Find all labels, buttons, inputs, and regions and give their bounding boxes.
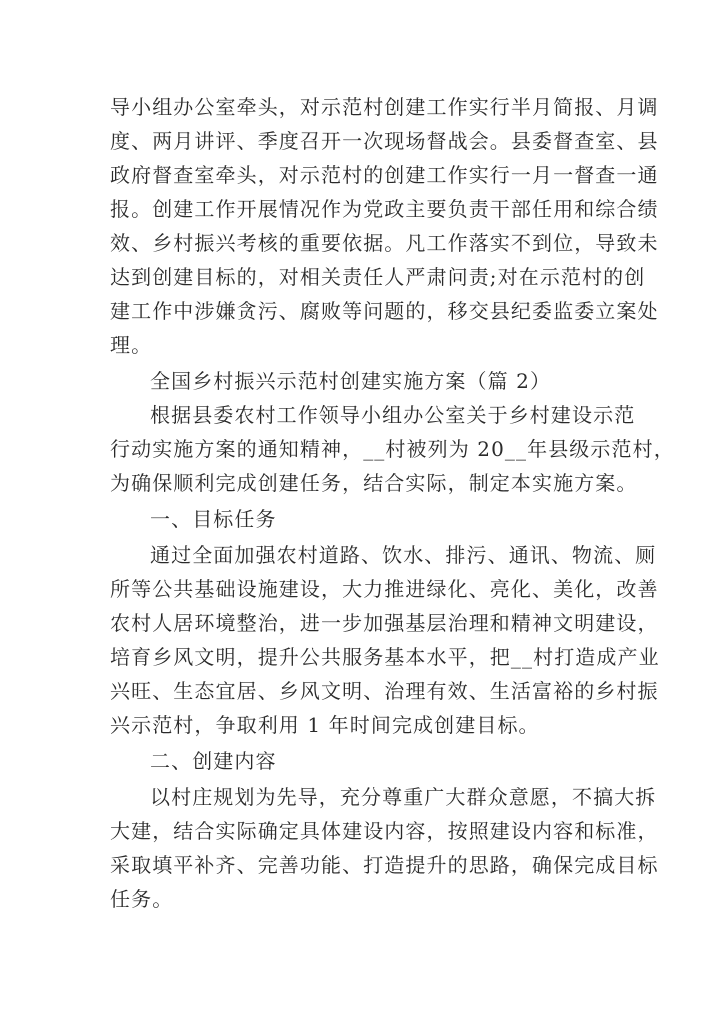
paragraph-line: 大建，结合实际确定具体建设内容，按照建设内容和标准， [110,819,659,843]
paragraph-line: 效、乡村振兴考核的重要依据。凡工作落实不到位，导致未 [110,231,659,255]
paragraph-line: 农村人居环境整治，进一步加强基层治理和精神文明建设， [110,611,659,635]
paragraph-line: 建工作中涉嫌贪污、腐败等问题的，移交县纪委监委立案处 [110,299,659,323]
paragraph-line: 任务。 [110,887,174,911]
paragraph-line: 度、两月讲评、季度召开一次现场督战会。县委督查室、县 [110,129,659,153]
paragraph-line: 以村庄规划为先导，充分尊重广大群众意愿，不搞大拆 [150,785,657,809]
section-title: 全国乡村振兴示范村创建实施方案（篇 2） [150,369,552,393]
paragraph-line: 导小组办公室牵头，对示范村创建工作实行半月简报、月调 [110,95,659,119]
paragraph-line: 行动实施方案的通知精神，__村被列为 20__年县级示范村， [110,437,675,461]
paragraph-line: 所等公共基础设施建设，大力推进绿化、亮化、美化，改善 [110,577,659,601]
paragraph-line: 报。创建工作开展情况作为党政主要负责干部任用和综合绩 [110,197,659,221]
paragraph-line: 通过全面加强农村道路、饮水、排污、通讯、物流、厕 [150,543,657,567]
paragraph-line: 理。 [110,333,153,357]
paragraph-line: 兴旺、生态宜居、乡风文明、治理有效、生活富裕的乡村振 [110,679,659,703]
section-heading: 二、创建内容 [150,749,277,773]
paragraph-line: 根据县委农村工作领导小组办公室关于乡村建设示范 [150,403,636,427]
paragraph-line: 培育乡风文明，提升公共服务基本水平，把__村打造成产业 [110,645,660,669]
paragraph-line: 达到创建目标的，对相关责任人严肃问责;对在示范村的创 [110,265,646,289]
section-heading: 一、目标任务 [150,507,277,531]
paragraph-line: 政府督查室牵头，对示范村的创建工作实行一月一督查一通 [110,163,659,187]
paragraph-line: 为确保顺利完成创建任务，结合实际，制定本实施方案。 [110,471,638,495]
paragraph-line: 采取填平补齐、完善功能、打造提升的思路，确保完成目标 [110,853,659,877]
paragraph-line: 兴示范村，争取利用 1 年时间完成创建目标。 [110,713,540,737]
